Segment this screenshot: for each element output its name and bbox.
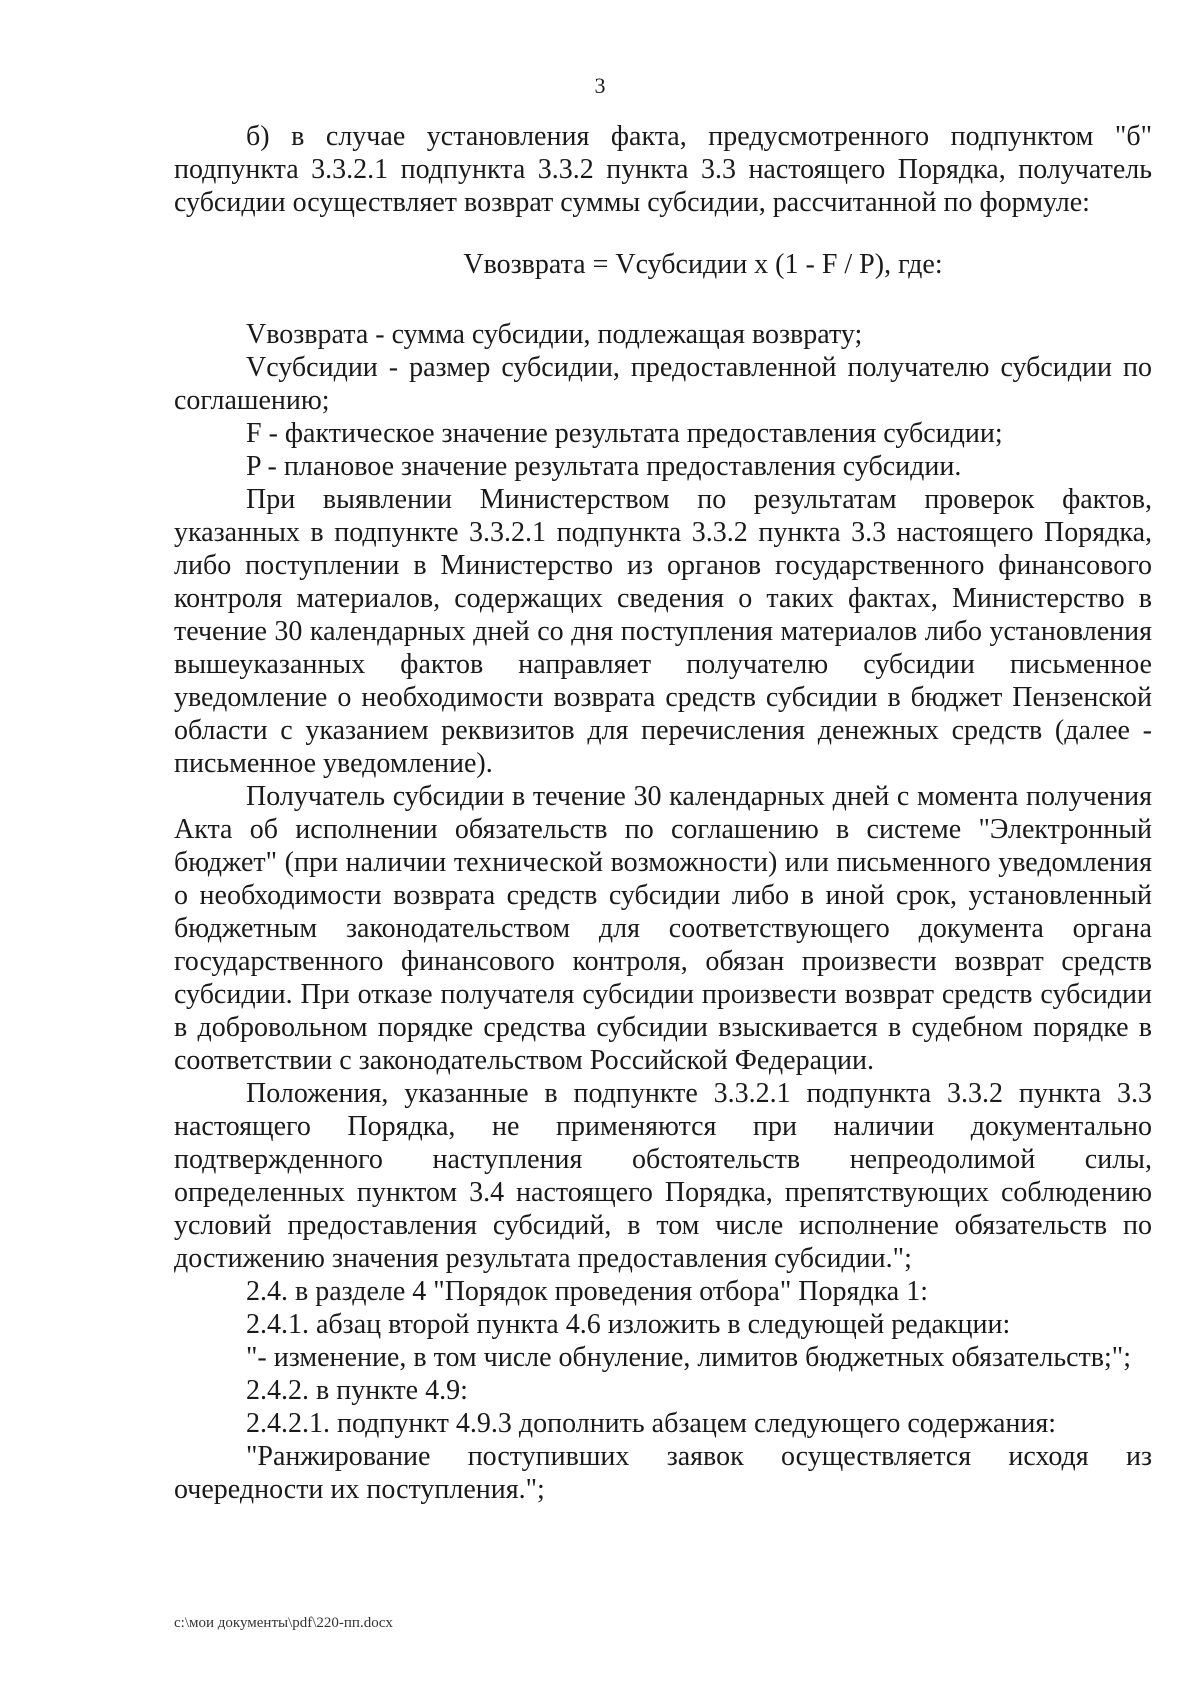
paragraph-quote-limits: "- изменение, в том числе обнуление, лимитов бюджетных обязательств;"; <box>246 1342 1131 1373</box>
refund-formula: Vвозврата = Vсубсидии x (1 - F / P), где: <box>463 249 943 280</box>
paragraph-2-4-2-1: 2.4.2.1. подпункт 4.9.3 дополнить абзацем следующего содержания: <box>246 1408 1057 1439</box>
definition-v-refund: Vвозврата - сумма субсидии, подлежащая возврату; <box>246 319 863 350</box>
document-body <box>174 120 1152 1506</box>
paragraph-2-4-2: 2.4.2. в пункте 4.9: <box>246 1375 468 1406</box>
paragraph-quote-ranking: "Ранжирование поступивших заявок осуществляется исходя из очередности их поступления."; <box>174 1441 1152 1505</box>
definition-p: P - плановое значение результата предоставления субсидии. <box>246 451 962 482</box>
paragraph-2-4: 2.4. в разделе 4 "Порядок проведения отбора" Порядка 1: <box>246 1276 928 1307</box>
paragraph-force-majeure: Положения, указанные в подпункте 3.3.2.1 подпункта 3.3.2 пункта 3.3 настоящего Порядка, не применяются при наличии документально подтвержденного наступления обстоятельств непреодолимой силы, определенных пунктом 3.4 настоящего Порядка, препятствующих соблюдению условий предоставления субсидий, в том числе исполнение обязательств по достижению значения результата предоставления субсидии."; <box>174 1078 1152 1274</box>
paragraph-recipient-refund: Получатель субсидии в течение 30 календарных дней с момента получения Акта об исполнении обязательств по соглашению в системе "Электронный бюджет" (при наличии технической возможности) или письменного уведомления о необходимости возврата средств субсидии либо в иной срок, установленный бюджетным законодательством для соответствующего документа органа государственного финансового контроля, обязан произвести возврат средств субсидии. При отказе получателя субсидии произвести возврат средств субсидии в добровольном порядке средства субсидии взыскивается в судебном порядке в соответствии с законодательством Российской Федерации. <box>174 781 1152 1076</box>
file-path-footer: c:\мои документы\pdf\220-пп.docx <box>174 1615 393 1631</box>
paragraph-2-4-1: 2.4.1. абзац второй пункта 4.6 изложить в следующей редакции: <box>246 1309 1011 1340</box>
page-number: 3 <box>594 73 606 98</box>
paragraph-refund-case-b: б) в случае установления факта, предусмотренного подпунктом "б" подпункта 3.3.2.1 подпункта 3.3.2 пункта 3.3 настоящего Порядка, получатель субсидии осуществляет возврат суммы субсидии, рассчитанной по формуле: <box>174 121 1152 218</box>
definition-f: F - фактическое значение результата предоставления субсидии; <box>246 418 1003 449</box>
definition-v-subsidy: Vсубсидии - размер субсидии, предоставленной получателю субсидии по соглашению; <box>174 352 1152 416</box>
paragraph-ministry-notification: При выявлении Министерством по результатам проверок фактов, указанных в подпункте 3.3.2.1 подпункта 3.3.2 пункта 3.3 настоящего Порядка, либо поступлении в Министерство из органов государственного финансового контроля материалов, содержащих сведения о таких фактах, Министерство в течение 30 календарных дней со дня поступления материалов либо установления вышеуказанных фактов направляет получателю субсидии письменное уведомление о необходимости возврата средств субсидии в бюджет Пензенской области с указанием реквизитов для перечисления денежных средств (далее - письменное уведомление). <box>174 484 1152 779</box>
